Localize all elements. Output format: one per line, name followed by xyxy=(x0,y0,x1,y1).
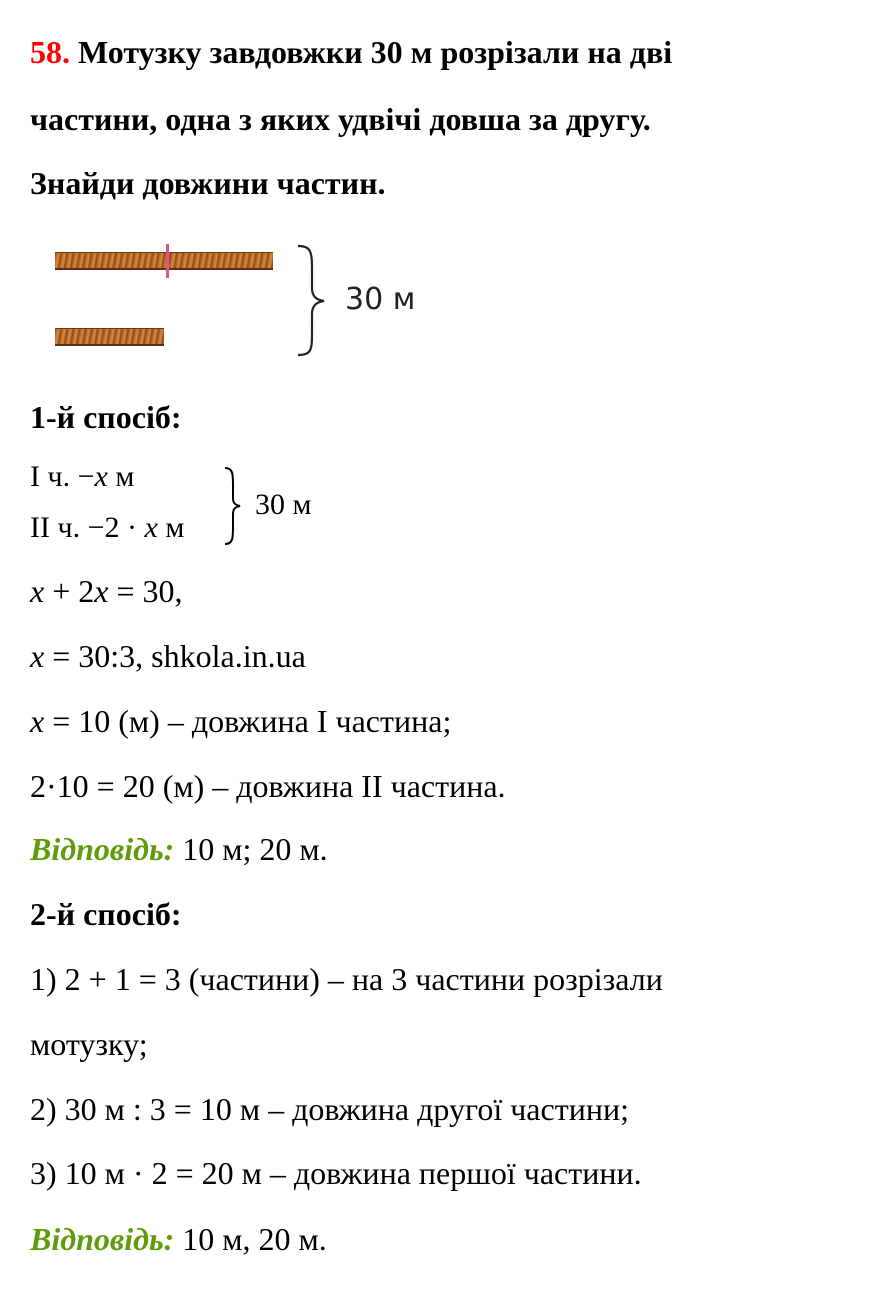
problem-line-2 xyxy=(30,99,651,139)
method2-answer xyxy=(30,1219,327,1259)
answer-value: 10 м, 20 м. xyxy=(174,1221,327,1257)
unit: м xyxy=(157,511,185,544)
step-text: + 2 xyxy=(44,573,95,609)
variable-x: x xyxy=(30,573,45,609)
method2-step-1-cont: мотузку; xyxy=(30,1026,148,1062)
method1-step-1 xyxy=(30,571,183,611)
variable-x: x xyxy=(30,638,45,674)
problem-text-2: частини, одна з яких удвічі довша за другу. xyxy=(30,101,651,137)
method1-step-4 xyxy=(30,766,506,806)
long-rope xyxy=(55,252,273,270)
problem-line-1 xyxy=(30,32,672,72)
problem-text-3: Знайди довжини частин. xyxy=(30,165,386,201)
method1-answer xyxy=(30,829,328,869)
method2-step-1: 1) 2 + 1 = 3 (частини) – на 3 частини розрізали xyxy=(30,961,663,997)
system-row-1 xyxy=(30,460,134,494)
system-row-2 xyxy=(30,511,184,545)
method2-step-3: 3) 10 м · 2 = 20 м – довжина першої частини. xyxy=(30,1155,642,1191)
method1-step-2 xyxy=(30,636,306,676)
problem-line-3 xyxy=(30,163,386,203)
step-text: = 30:3, shkola.in.ua xyxy=(44,638,306,674)
method2-title: 2-й спосіб: xyxy=(30,896,182,932)
method2-step-2: 2) 30 м : 3 = 10 м – довжина другої частини; xyxy=(30,1091,629,1127)
system-total: 30 м xyxy=(255,488,312,521)
step-text: 2·10 = 20 (м) – довжина II частина. xyxy=(30,768,506,804)
problem-number: 58. xyxy=(30,34,70,70)
method1-title: 1-й спосіб: xyxy=(30,399,182,435)
method1-step-3 xyxy=(30,701,451,741)
variable-x: x xyxy=(30,703,45,739)
system-row-2-label: II ч. −2 · xyxy=(30,511,145,544)
answer-value: 10 м; 20 м. xyxy=(174,831,328,867)
system-brace-icon xyxy=(222,466,244,546)
right-brace-icon xyxy=(292,243,332,358)
problem-text-1: Мотузку завдовжки 30 м розрізали на дві xyxy=(78,34,673,70)
step-text: = 30, xyxy=(108,573,183,609)
answer-label: Відповідь: xyxy=(30,831,175,867)
variable-x: x xyxy=(94,573,109,609)
cut-mark xyxy=(166,244,169,278)
step-text: = 10 (м) – довжина I частина; xyxy=(44,703,452,739)
short-rope xyxy=(55,328,164,346)
system-row-1-label: I ч. − xyxy=(30,460,95,493)
answer-label: Відповідь: xyxy=(30,1221,175,1257)
total-length-label: 30 м xyxy=(345,282,416,317)
unit: м xyxy=(107,460,135,493)
variable-x: x xyxy=(94,460,108,493)
variable-x: x xyxy=(144,511,158,544)
